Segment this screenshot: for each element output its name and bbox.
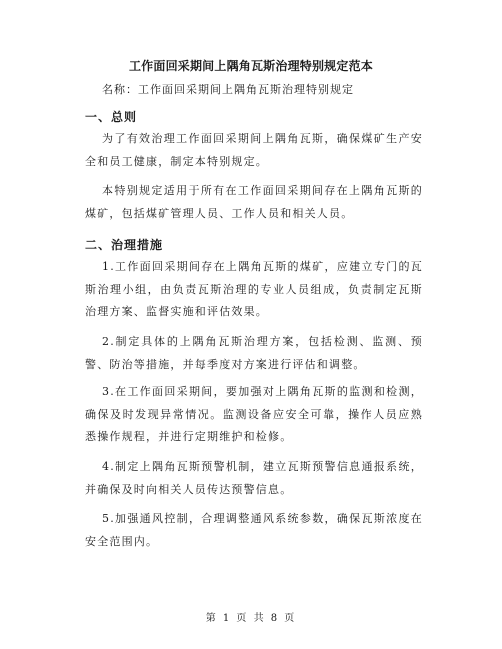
paragraph-purpose: 为了有效治理工作面回采期间上隅角瓦斯，确保煤矿生产安全和员工健康，制定本特别规定。 (85, 132, 423, 168)
page-number-footer: 第 1 页 共 8 页 (205, 613, 297, 624)
document-name-line: 名称：工作面回采期间上隅角瓦斯治理特别规定 (102, 83, 354, 96)
section-heading-general: 一、总则 (85, 110, 138, 124)
document-title: 工作面回采期间上隅角瓦斯治理特别规定范本 (128, 59, 373, 73)
paragraph-measure-1: 1.工作面回采期间存在上隅角瓦斯的煤矿，应建立专门的瓦斯治理小组，由负责瓦斯治理的专业人员组成，负责制定瓦斯治理方案、监督实施和评估效果。 (85, 260, 423, 318)
paragraph-measure-4: 4.制定上隅角瓦斯预警机制，建立瓦斯预警信息通报系统，并确保及时向相关人员传达预警信息。 (85, 460, 423, 496)
paragraph-measure-3: 3.在工作面回采期间，要加强对上隅角瓦斯的监测和检测，确保及时发现异常情况。监测设备应安全可靠，操作人员应熟悉操作规程，并进行定期维护和检修。 (85, 385, 423, 443)
paragraph-measure-2: 2.制定具体的上隅角瓦斯治理方案，包括检测、监测、预警、防治等措施，并每季度对方案进行评估和调整。 (85, 335, 423, 371)
paragraph-measure-5: 5.加强通风控制，合理调整通风系统参数，确保瓦斯浓度在安全范围内。 (85, 512, 423, 548)
section-heading-measures: 二、治理措施 (85, 238, 164, 252)
paragraph-scope: 本特别规定适用于所有在工作面回采期间存在上隅角瓦斯的煤矿，包括煤矿管理人员、工作人员和相关人员。 (85, 184, 423, 220)
